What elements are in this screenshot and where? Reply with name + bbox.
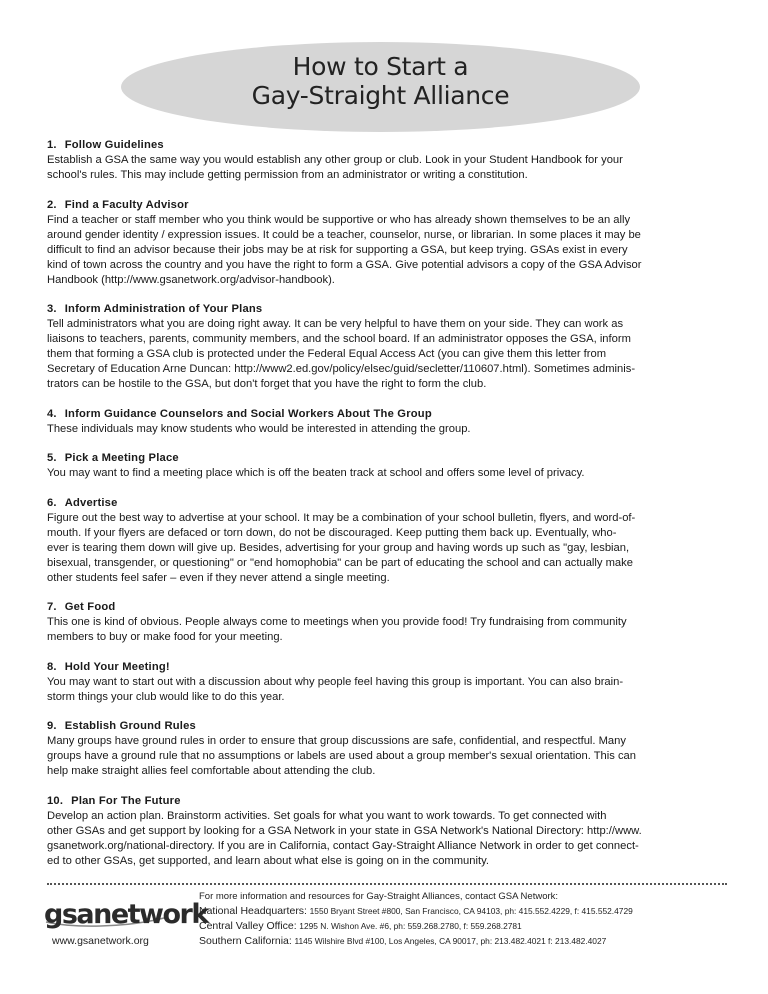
body-line: ever is tearing them down will give up. Besides, advertising for your group and having words up such as "gay, lesbian, <box>47 541 630 554</box>
body-line: groups have a ground rule that no assumptions or labels are used about a group member's sexual orientation. This can <box>47 750 637 762</box>
body-line: them that forming a GSA club is protected under the Federal Equal Access Act (you can give them this letter from <box>47 348 607 360</box>
office-label: National Headquarters: <box>199 905 307 917</box>
office-national <box>199 904 633 919</box>
body-line: difficult to find an advisor because their jobs may be at risk for supporting a GSA, but keep trying. GSAs exist in every <box>47 243 628 256</box>
body-line: mouth. If your flyers are defaced or torn down, do not be discouraged. Keep putting them back up. Eventually, who- <box>47 526 617 539</box>
step-body <box>47 734 727 779</box>
step-heading <box>47 600 727 615</box>
step-number: 7. <box>47 601 57 613</box>
step-number: 3. <box>47 303 57 315</box>
body-line: school's rules. This may include getting permission from an administrator or writing a constitution. <box>47 169 528 181</box>
step-heading <box>47 794 727 809</box>
step-section <box>47 496 727 586</box>
step-title: Hold Your Meeting! <box>64 660 170 673</box>
step-section <box>47 138 727 183</box>
step-body <box>47 317 727 392</box>
step-body <box>47 809 727 869</box>
body-line: ed to other GSAs, get supported, and learn about what else is going on in the community. <box>47 854 489 867</box>
title-line-1: How to Start a <box>292 52 469 81</box>
body-line: bisexual, transgender, or questioning" or "end homophobia" can be part of educating the school and can actually make <box>47 556 633 569</box>
office-address: 1550 Bryant Street #800, San Francisco, CA 94103, ph: 415.552.4229, f: 415.552.4729 <box>309 906 633 916</box>
step-title: Pick a Meeting Place <box>64 452 179 464</box>
body-line: You may want to find a meeting place which is off the beaten track at school and offers some level of privacy. <box>47 467 585 479</box>
step-number: 5. <box>47 452 57 464</box>
body-line: Establish a GSA the same way you would establish any other group or club. Look in your Student Handbook for your <box>47 154 623 166</box>
body-line: Many groups have ground rules in order to ensure that group discussions are safe, confidential, and respectful. Many <box>47 735 626 747</box>
step-section <box>47 302 727 392</box>
body-line: Tell administrators what you are doing right away. It can be very helpful to have them on your side. They can work as <box>47 318 624 330</box>
step-title: Inform Administration of Your Plans <box>64 303 263 315</box>
step-number: 1. <box>47 139 57 151</box>
body-line: Handbook (http://www.gsanetwork.org/advisor-handbook). <box>47 273 335 286</box>
step-title: Plan For The Future <box>71 794 181 807</box>
office-address: 1145 Wilshire Blvd #100, Los Angeles, CA 90017, ph: 213.482.4021 f: 213.482.4027 <box>294 936 607 946</box>
step-body <box>47 466 727 481</box>
office-label: Central Valley Office: <box>199 920 297 932</box>
step-title: Establish Ground Rules <box>64 720 196 732</box>
page-title <box>121 52 640 110</box>
step-title: Get Food <box>64 601 116 613</box>
step-section <box>47 198 727 288</box>
body-line: around gender identity / expression issues. It could be a teacher, counselor, nurse, or librarian. In some places it may be <box>47 228 641 241</box>
step-heading <box>47 451 727 466</box>
step-title: Advertise <box>64 496 118 509</box>
step-title: Inform Guidance Counselors and Social Workers About The Group <box>64 407 432 420</box>
footer-divider <box>47 883 727 885</box>
step-number: 6. <box>47 496 57 509</box>
steps-list <box>47 138 727 883</box>
step-body <box>47 615 727 645</box>
step-section <box>47 600 727 645</box>
step-body <box>47 675 727 705</box>
body-line: Find a teacher or staff member who you think would be supportive or who has already shown themselves to be an ally <box>47 213 631 226</box>
body-line: Figure out the best way to advertise at your school. It may be a combination of your school bulletin, flyers, and word-of- <box>47 511 636 524</box>
step-title: Follow Guidelines <box>64 139 164 151</box>
body-line: liaisons to teachers, parents, community members, and the school board. If an administrator opposes the GSA, inform <box>47 333 631 345</box>
body-line: other students feel safer – even if they never attend a single meeting. <box>47 571 390 584</box>
office-southern-california <box>199 934 633 949</box>
step-number: 10. <box>47 794 64 807</box>
step-section <box>47 794 727 869</box>
body-line: Develop an action plan. Brainstorm activities. Set goals for what you want to work towards. To get connected with <box>47 809 607 822</box>
step-body <box>47 422 727 437</box>
step-heading <box>47 198 727 213</box>
body-line: You may want to start out with a discussion about why people feel having this group is important. You can also brain- <box>47 675 624 688</box>
body-line: storm things your club would like to do this year. <box>47 690 285 703</box>
step-number: 2. <box>47 198 57 211</box>
step-number: 9. <box>47 720 57 732</box>
step-heading <box>47 719 727 734</box>
office-central-valley <box>199 919 633 934</box>
step-heading <box>47 302 727 317</box>
step-number: 4. <box>47 407 57 420</box>
contact-intro: For more information and resources for Gay-Straight Alliances, contact GSA Network: <box>199 891 559 902</box>
step-number: 8. <box>47 660 57 673</box>
office-address: 1295 N. Wishon Ave. #6, ph: 559.268.2780, f: 559.268.2781 <box>299 921 522 931</box>
contact-info <box>199 889 633 949</box>
step-heading <box>47 660 727 675</box>
step-title: Find a Faculty Advisor <box>64 198 189 211</box>
step-heading <box>47 138 727 153</box>
body-line: Secretary of Education Arne Duncan: http://www2.ed.gov/policy/elsec/guid/secletter/110607.html). Sometimes adminis- <box>47 363 636 375</box>
step-section <box>47 660 727 705</box>
body-line: kind of town across the country and you have the right to form a GSA. Give potential advisors a copy of the GSA Advisor <box>47 258 642 271</box>
step-body <box>47 153 727 183</box>
body-line: This one is kind of obvious. People always come to meetings when you provide food! Try fundraising from community <box>47 616 627 628</box>
office-label: Southern California: <box>199 935 292 947</box>
body-line: help make straight allies feel comfortable about attending the club. <box>47 765 376 777</box>
step-body <box>47 511 727 586</box>
title-line-2: Gay-Straight Alliance <box>251 81 510 110</box>
step-body <box>47 213 727 288</box>
step-section <box>47 719 727 779</box>
step-heading <box>47 407 727 422</box>
body-line: other GSAs and get support by looking for a GSA Network in your state in GSA Network's National Directory: http://www. <box>47 824 642 837</box>
step-section <box>47 407 727 437</box>
step-heading <box>47 496 727 511</box>
body-line: gsanetwork.org/national-directory. If you are in California, contact Gay-Straight Alliance Network in order to get connect- <box>47 839 639 852</box>
logo-wordmark: gsanetwork <box>44 899 208 930</box>
body-line: These individuals may know students who would be interested in attending the group. <box>47 422 471 435</box>
body-line: members to buy or make food for your meeting. <box>47 631 283 643</box>
step-section <box>47 451 727 481</box>
body-line: trators can be hostile to the GSA, but don't forget that you have the right to form the club. <box>47 378 487 390</box>
website-link[interactable]: www.gsanetwork.org <box>52 935 149 947</box>
